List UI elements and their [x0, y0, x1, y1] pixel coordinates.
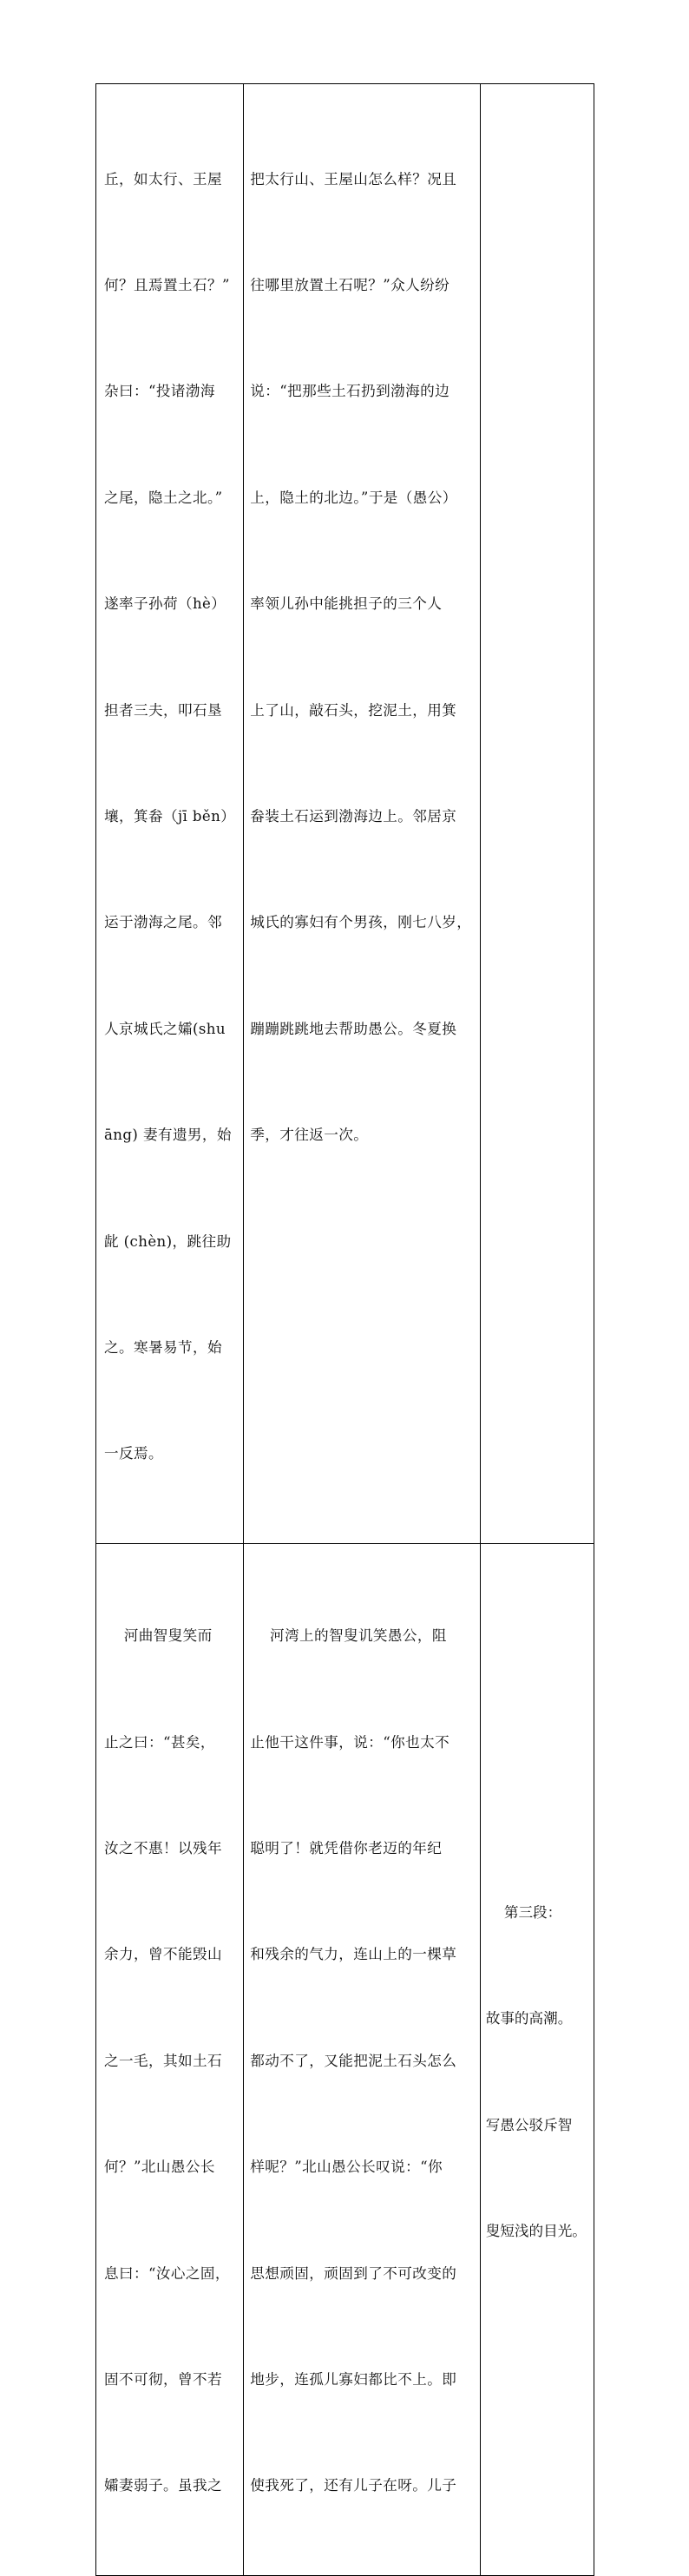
translation-line: 说：“把那些土石扔到渤海的边: [250, 383, 450, 400]
paragraph-note: [481, 1798, 594, 2320]
translation-line: 蹦蹦跳跳地去帮助愚公。冬夏换: [250, 1020, 457, 1037]
original-line: 河曲智叟笑而: [104, 1627, 213, 1645]
translation-cell: [244, 1543, 480, 2575]
original-line: 壤，箕畚（jī běn）: [104, 807, 236, 825]
note-cell: [480, 84, 594, 1544]
translation-line: 样呢？”北山愚公长叹说：“你: [250, 2159, 443, 2176]
translation-text-block: [244, 1544, 479, 2575]
original-line: 杂曰：“投诸渤海: [104, 383, 215, 400]
original-line: 运于渤海之尾。邻: [104, 914, 222, 931]
original-line: 余力，曾不能毁山: [104, 1946, 222, 1963]
original-line: 之。寒暑易节，始: [104, 1338, 222, 1356]
translation-line: 河湾上的智叟讥笑愚公，阻: [250, 1627, 447, 1645]
translation-line: 往哪里放置土石呢？”众人纷纷: [250, 276, 450, 293]
original-line: 之一毛，其如土石: [104, 2052, 222, 2069]
translation-line: 和残余的气力，连山上的一棵草: [250, 1946, 457, 1963]
note-cell: [480, 1543, 594, 2575]
translation-line: 地步，连孤儿寡妇都比不上。即: [250, 2371, 457, 2388]
original-line: 一反焉。: [104, 1445, 163, 1462]
translation-line: 畚装土石运到渤海边上。邻居京: [250, 807, 457, 825]
note-line: 故事的高潮。: [485, 2010, 573, 2027]
translation-line: 聪明了！就凭借你老迈的年纪: [250, 1840, 443, 1857]
original-line: 止之曰：“甚矣，: [104, 1733, 215, 1751]
original-text-cell: [96, 1543, 244, 2575]
original-line: 何？”北山愚公长: [104, 2159, 215, 2176]
note-line: 叟短浅的目光。: [485, 2222, 587, 2239]
translation-text-block: [244, 84, 479, 1225]
translation-line: 思想顽固，顽固到了不可改变的: [250, 2264, 457, 2282]
table-row: [96, 1543, 594, 2575]
original-line: 人京城氏之孀(shu: [104, 1020, 226, 1037]
original-line: 汝之不惠！以残年: [104, 1840, 222, 1857]
original-line: 龀 (chèn)，跳往助: [104, 1232, 232, 1250]
original-text-cell: [96, 84, 244, 1544]
translation-line: 把太行山、王屋山怎么样？况且: [250, 170, 457, 187]
original-line: āng) 妻有遗男，始: [104, 1127, 232, 1144]
original-line: 之尾，隐土之北。”: [104, 489, 223, 506]
translation-line: 率领儿孙中能挑担子的三个人: [250, 595, 443, 613]
table-row: [96, 84, 594, 1544]
original-text-block: [96, 84, 243, 1543]
original-line: 何？且焉置土石？”: [104, 276, 230, 293]
translation-line: 季，才往返一次。: [250, 1127, 369, 1144]
original-line: 息曰：“汝心之固，: [104, 2264, 230, 2282]
translation-line: 止他干这件事，说：“你也太不: [250, 1733, 450, 1751]
note-line: 写愚公驳斥智: [485, 2116, 573, 2133]
original-line: 固不可彻，曾不若: [104, 2371, 222, 2388]
original-line: 丘，如太行、王屋: [104, 170, 222, 187]
translation-line: 上，隐土的北边。”于是（愚公）: [250, 489, 457, 506]
text-comparison-table: [95, 83, 594, 2576]
original-line: 担者三夫，叩石垦: [104, 701, 222, 719]
translation-cell: [244, 84, 480, 1544]
original-text-block: [96, 1544, 243, 2575]
original-line: 孀妻弱子。虽我之: [104, 2477, 222, 2494]
translation-line: 都动不了，又能把泥土石头怎么: [250, 2052, 457, 2069]
note-line: 第三段：: [485, 1903, 562, 1921]
translation-line: 上了山，敲石头，挖泥土，用箕: [250, 701, 457, 719]
translation-line: 使我死了，还有儿子在呀。儿子: [250, 2477, 457, 2494]
translation-line: 城氏的寡妇有个男孩，刚七八岁，: [250, 914, 472, 931]
original-line: 遂率子孙荷（hè）: [104, 595, 226, 613]
